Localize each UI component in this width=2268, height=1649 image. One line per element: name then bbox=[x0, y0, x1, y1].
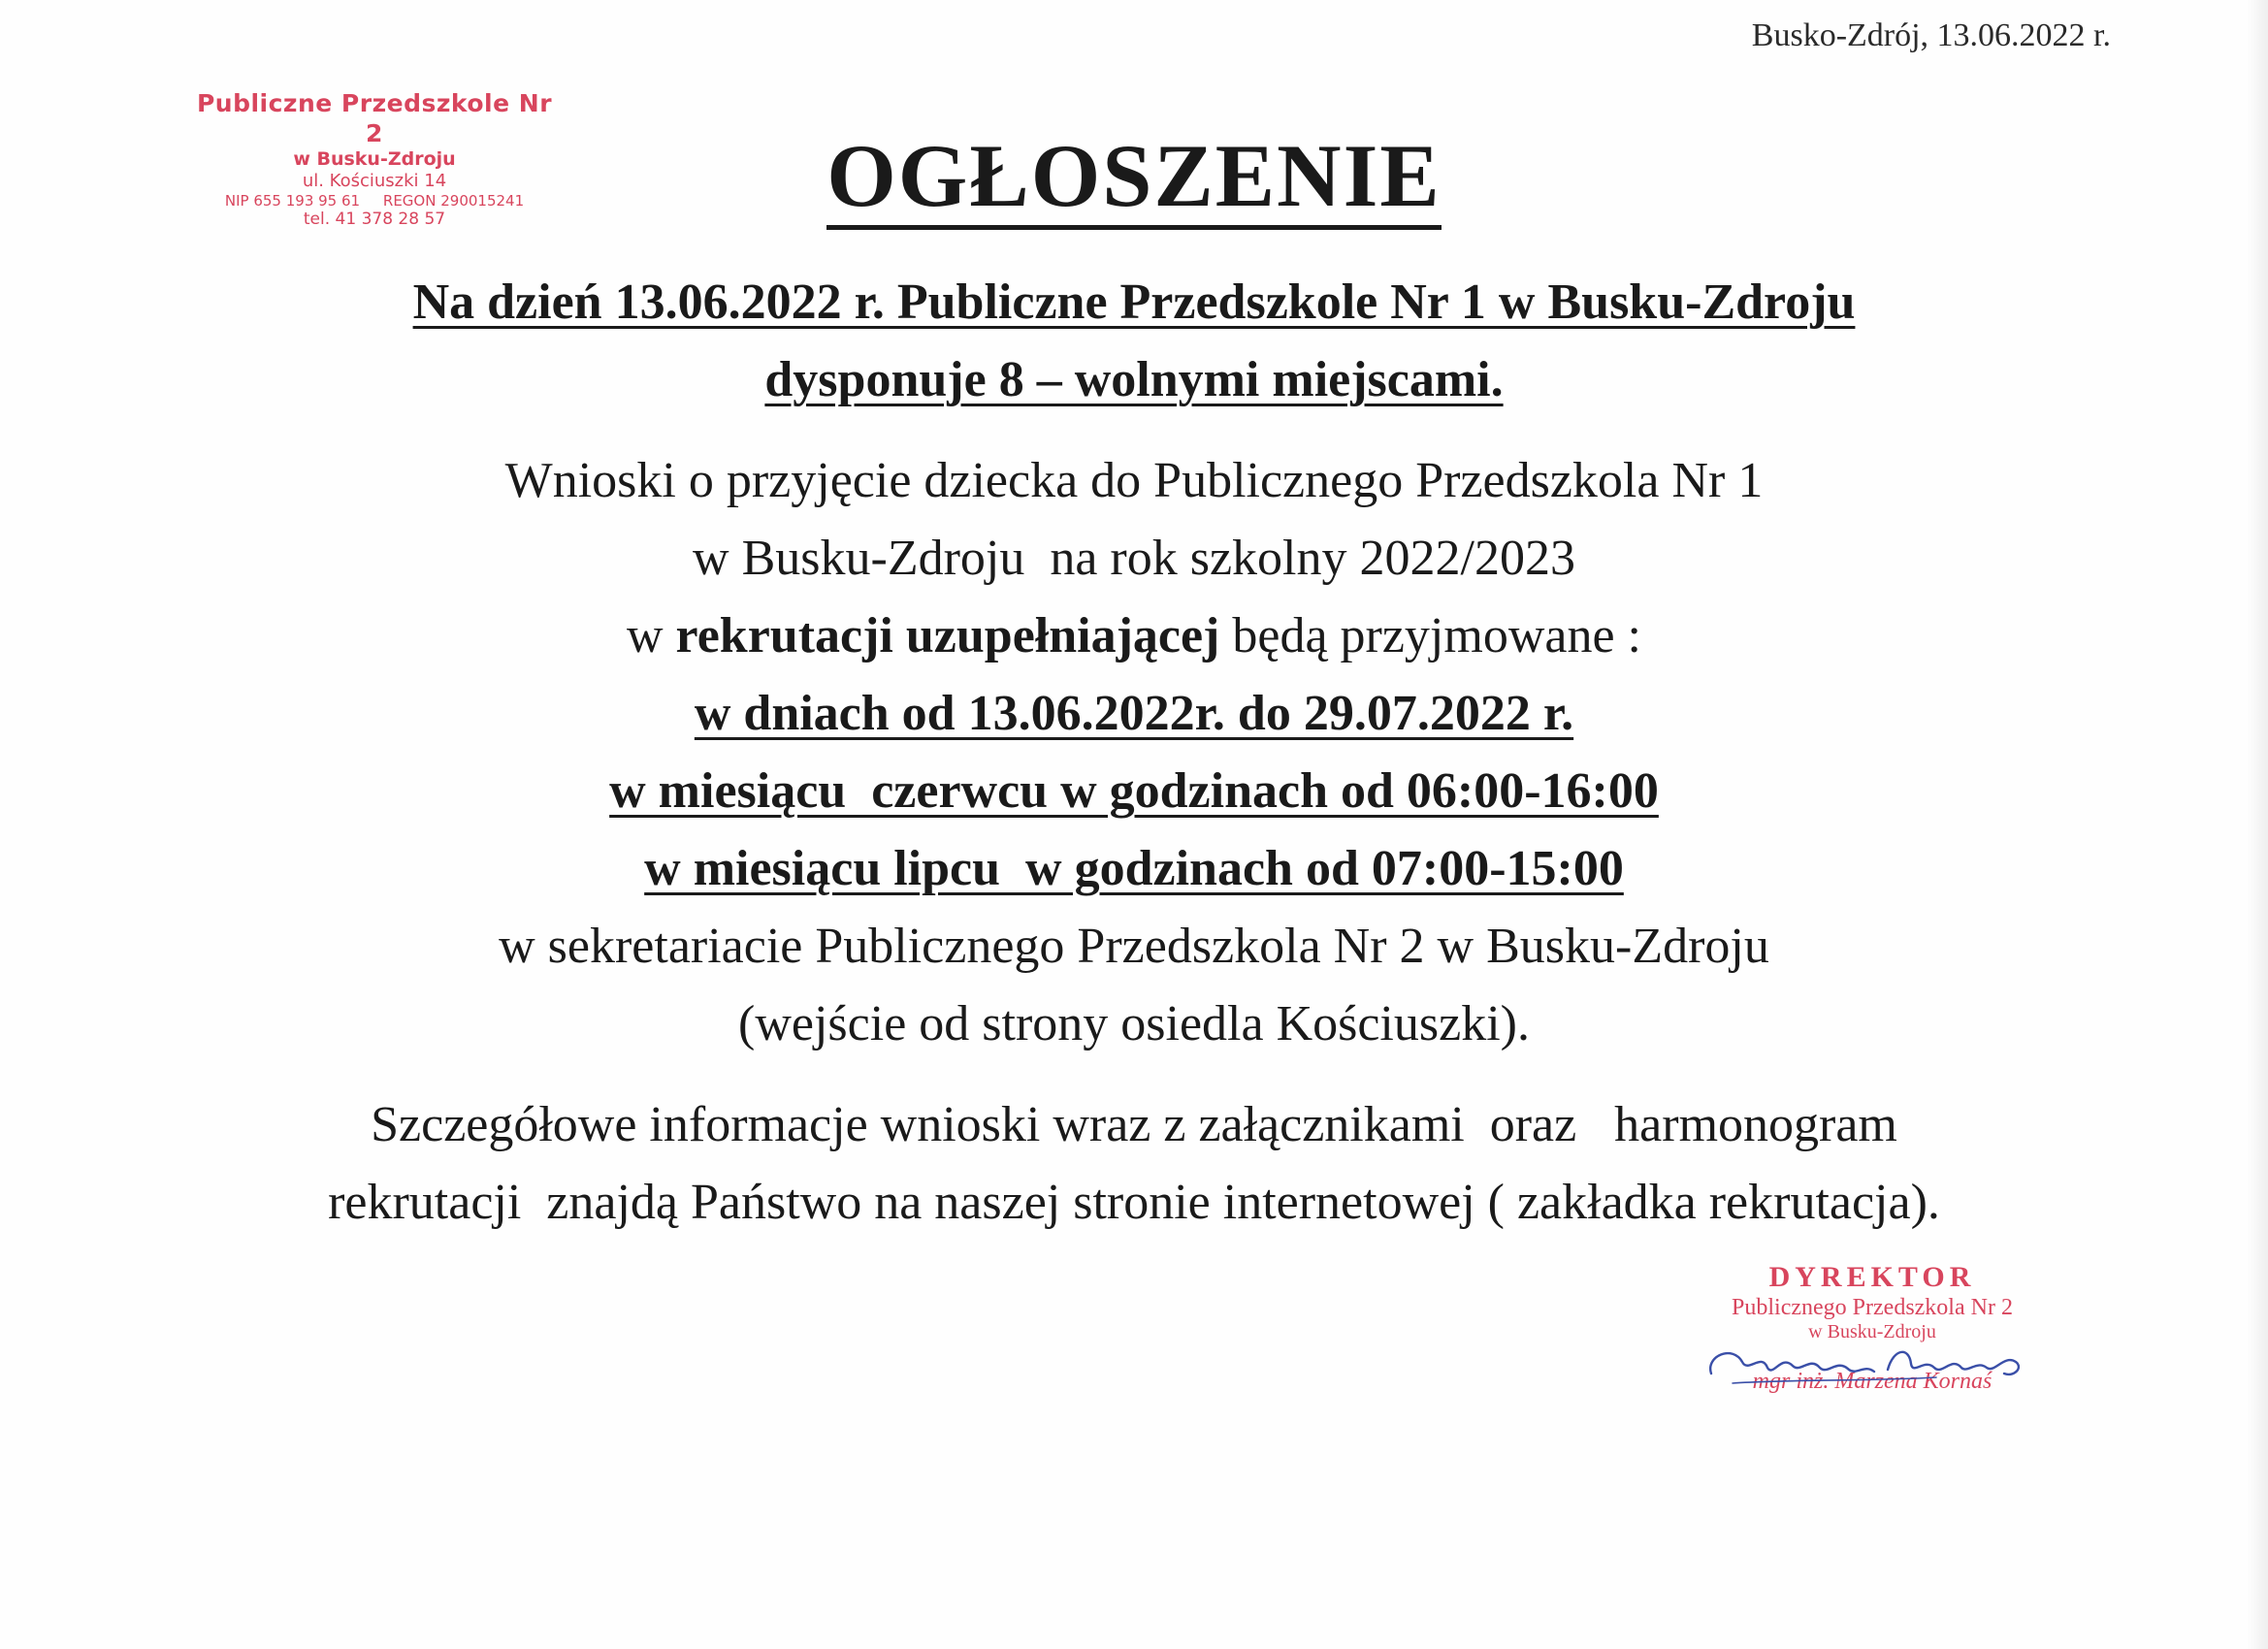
body-line-7: w sekretariacie Publicznego Przedszkola Nr 2 w Busku-Zdroju bbox=[499, 919, 1769, 974]
date-range: w dniach od 13.06.2022r. do 29.07.2022 r. bbox=[694, 686, 1574, 741]
headline-block bbox=[0, 264, 2268, 419]
headline-line-1: Na dzień 13.06.2022 r. Publiczne Przedszkole Nr 1 w Busku-Zdroju bbox=[412, 275, 1856, 330]
director-location: w Busku-Zdroju bbox=[1808, 1321, 1936, 1343]
stamp-address: ul. Kościuszki 14 bbox=[302, 171, 447, 192]
headline-line-2: dysponuje 8 – wolnymi miejscami. bbox=[764, 352, 1504, 407]
document-title-text: OGŁOSZENIE bbox=[826, 126, 1442, 230]
body-line-8: (wejście od strony osiedla Kościuszki). bbox=[738, 996, 1530, 1051]
stamp-phone: tel. 41 378 28 57 bbox=[303, 210, 446, 230]
document-title bbox=[0, 124, 2268, 227]
stamp-location: w Busku-Zdroju bbox=[293, 148, 456, 170]
document-date: Busko-Zdrój, 13.06.2022 r. bbox=[1751, 17, 2111, 53]
body-line-3-prefix: w bbox=[626, 608, 676, 663]
body-line-2: w Busku-Zdroju na rok szkolny 2022/2023 bbox=[693, 531, 1575, 586]
body-line-1: Wnioski o przyjęcie dziecka do Publicznego Przedszkola Nr 1 bbox=[504, 453, 1764, 508]
body-line-3 bbox=[0, 598, 2268, 675]
footer-line-1: Szczegółowe informacje wnioski wraz z załącznikami oraz harmonogram bbox=[371, 1097, 1897, 1152]
director-name: mgr inż. Marzena Kornaś bbox=[1752, 1369, 1993, 1395]
june-hours: w miesiącu czerwcu w godzinach od 06:00-16:00 bbox=[609, 763, 1659, 819]
july-hours: w miesiącu lipcu w godzinach od 07:00-15:00 bbox=[644, 841, 1624, 896]
director-title: DYREKTOR bbox=[1768, 1261, 1976, 1293]
footer-line-2: rekrutacji znajdą Państwo na naszej stronie internetowej ( zakładka rekrutacja). bbox=[328, 1175, 1940, 1230]
body-line-3-suffix: będą przyjmowane : bbox=[1219, 608, 1641, 663]
footer-block bbox=[0, 1086, 2268, 1242]
director-institution: Publicznego Przedszkola Nr 2 bbox=[1732, 1294, 2013, 1320]
stamp-institution-name: Publiczne Przedszkole Nr 2 bbox=[196, 89, 553, 147]
recruitment-type: rekrutacji uzupełniającej bbox=[675, 608, 1220, 663]
body-block bbox=[0, 442, 2268, 1063]
handwritten-signature bbox=[1703, 1335, 2033, 1393]
stamp-nip-regon: NIP 655 193 95 61 REGON 290015241 bbox=[224, 192, 525, 210]
